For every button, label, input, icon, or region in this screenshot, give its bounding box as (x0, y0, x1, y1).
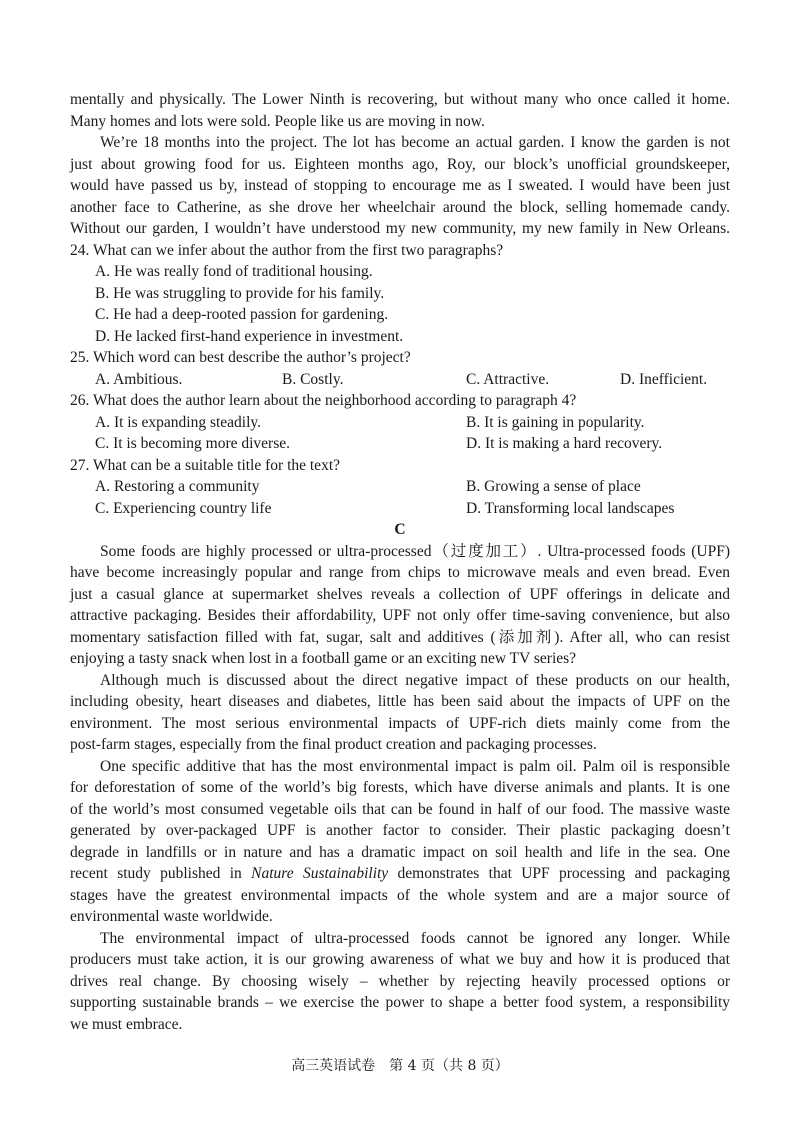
option-25b[interactable]: B. Costly. (282, 371, 344, 388)
citation-suffix: demonstrates that UPF processing and packaging (397, 865, 731, 882)
passage-line: One specific additive that has the most environmental impact is palm oil. Palm oil is responsible (100, 758, 730, 775)
option-27a[interactable]: A. Restoring a community (95, 478, 260, 495)
passage-line: would have passed us by, instead of stopping to encourage me as I sweated. I would have been just (70, 177, 730, 194)
passage-line: degrade in landfills or in nature and has a dramatic impact on soil health and life in the sea. One (70, 844, 730, 861)
passage-line: Some foods are highly processed or ultra-processed（过度加工）. Ultra-processed foods (UPF) (100, 543, 730, 560)
option-25d[interactable]: D. Inefficient. (620, 371, 708, 388)
passage-line: have become increasingly popular and range from chips to microwave meals and even bread. Even (70, 564, 730, 581)
passage-line: generated by over-packaged UPF is another factor to consider. Their plastic packaging doesn’t (70, 822, 730, 839)
passage-line: drives real change. By choosing wisely – whether by rejecting heavily processed options or (70, 973, 730, 990)
section-c-heading: C (394, 521, 406, 538)
option-27d[interactable]: D. Transforming local landscapes (466, 500, 675, 517)
passage-line: Without our garden, I wouldn’t have understood my new community, my new family in New Orleans. (70, 220, 730, 237)
passage-line: producers must take action, it is our growing awareness of what we buy and how it is produced that (70, 951, 730, 968)
passage-line: post-farm stages, especially from the final product creation and packaging processes. (70, 736, 597, 753)
option-24a[interactable]: A. He was really fond of traditional housing. (95, 263, 373, 280)
passage-line: environmental waste worldwide. (70, 908, 273, 925)
passage-line: attractive packaging. Besides their affordability, UPF not only offer time-saving convenience, but also (70, 607, 730, 624)
passage-line: stages have the greatest environmental impacts of the whole system and are a major source of (70, 887, 730, 904)
passage-line: of the world’s most consumed vegetable oils that can be found in half of our food. The massive waste (70, 801, 730, 818)
passage-line: The environmental impact of ultra-processed foods cannot be ignored any longer. While (100, 930, 730, 947)
question-27-stem: 27. What can be a suitable title for the text? (70, 457, 341, 474)
option-26d[interactable]: D. It is making a hard recovery. (466, 435, 663, 452)
question-25-stem: 25. Which word can best describe the author’s project? (70, 349, 411, 366)
option-27c[interactable]: C. Experiencing country life (95, 500, 272, 517)
citation-prefix: recent study published in (70, 865, 242, 882)
passage-line: Although much is discussed about the direct negative impact of these products on our health, (100, 672, 730, 689)
option-26b[interactable]: B. It is gaining in popularity. (466, 414, 645, 431)
passage-line: we must embrace. (70, 1016, 183, 1033)
passage-line: Many homes and lots were sold. People like us are moving in now. (70, 113, 485, 130)
passage-line-with-citation (70, 863, 730, 885)
question-26-stem: 26. What does the author learn about the neighborhood according to paragraph 4? (70, 392, 577, 409)
option-24d[interactable]: D. He lacked first-hand experience in investment. (95, 328, 404, 345)
option-24c[interactable]: C. He had a deep-rooted passion for gardening. (95, 306, 389, 323)
passage-line: We’re 18 months into the project. The lot has become an actual garden. I know the garden is not (100, 134, 730, 151)
passage-line: including obesity, heart diseases and diabetes, little has been said about the impacts of UPF on the (70, 693, 730, 710)
passage-line: another face to Catherine, as she drove her wheelchair around the block, selling homemade candy. (70, 199, 730, 216)
question-24-stem: 24. What can we infer about the author from the first two paragraphs? (70, 242, 504, 259)
passage-line: momentary satisfaction filled with fat, sugar, salt and additives (添加剂). After all, who can resist (70, 629, 730, 646)
option-27b[interactable]: B. Growing a sense of place (466, 478, 641, 495)
option-26c[interactable]: C. It is becoming more diverse. (95, 435, 290, 452)
option-26a[interactable]: A. It is expanding steadily. (95, 414, 262, 431)
journal-title: Nature Sustainability (251, 865, 389, 882)
passage-line: mentally and physically. The Lower Ninth is recovering, but without many who once called it home. (70, 91, 730, 108)
passage-line: for deforestation of some of the world’s big forests, which have diverse animals and plants. It is one (70, 779, 730, 796)
passage-line: environment. The most serious environmental impacts of UPF-rich diets mainly come from the (70, 715, 730, 732)
option-25c[interactable]: C. Attractive. (466, 371, 550, 388)
passage-line: enjoying a tasty snack when lost in a football game or an exciting new TV series? (70, 650, 577, 667)
passage-line: just about growing food for us. Eighteen months ago, Roy, our block’s unofficial groundskeeper, (70, 156, 730, 173)
option-24b[interactable]: B. He was struggling to provide for his family. (95, 285, 385, 302)
option-25a[interactable]: A. Ambitious. (95, 371, 183, 388)
passage-line: supporting sustainable brands – we exercise the power to shape a better food system, a responsibility (70, 994, 730, 1011)
passage-line: just a casual glance at supermarket shelves reveals a collection of UPF offerings in delicate and (70, 586, 730, 603)
page-footer: 高三英语试卷 第 4 页（共 8 页） (291, 1058, 509, 1074)
